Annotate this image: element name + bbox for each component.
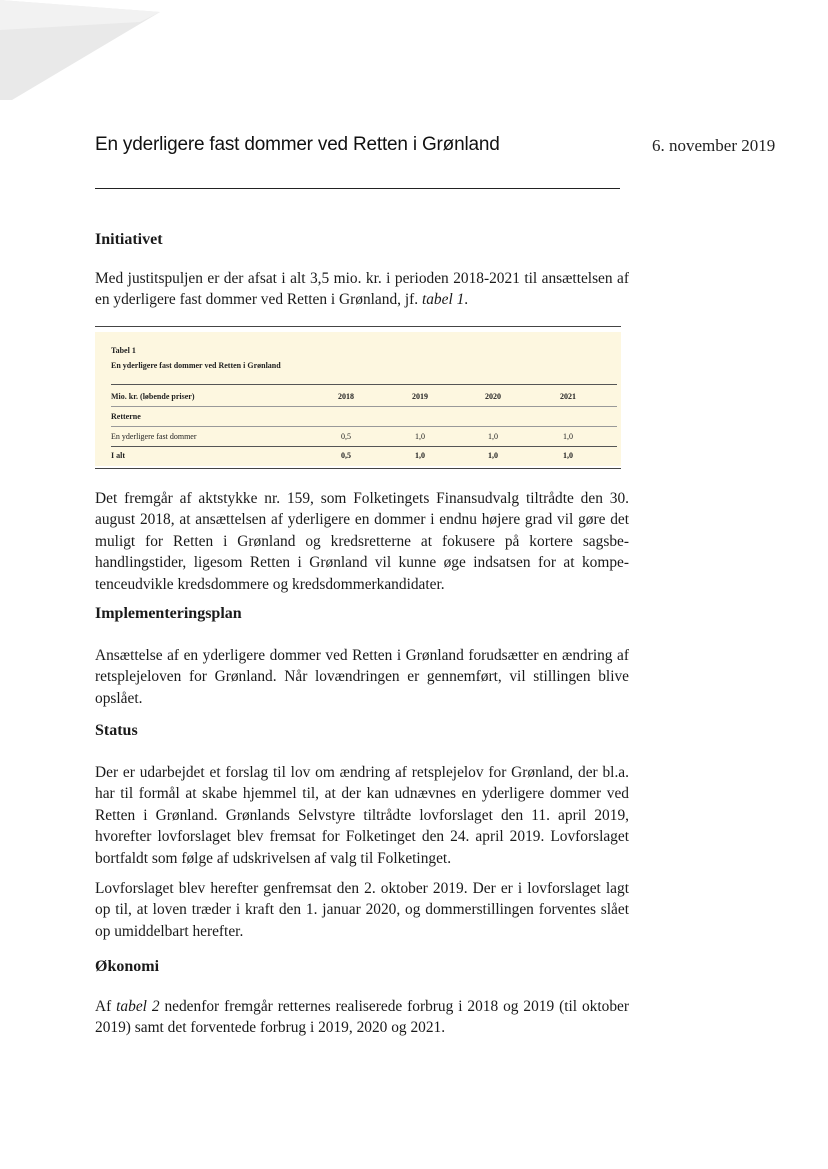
table-reference: tabel 1: [421, 291, 465, 309]
table-year-2020: 2020: [485, 392, 501, 401]
table-bottom-rule: [95, 468, 621, 469]
table-total-label: I alt: [111, 451, 125, 460]
table-rule: [111, 406, 617, 407]
paragraph-end: .: [464, 291, 469, 309]
heading-status: Status: [95, 722, 138, 739]
table-cell: 0,5: [341, 432, 351, 441]
table-reference: tabel 2: [116, 998, 160, 1015]
table-header-label: Mio. kr. (løbende priser): [111, 392, 195, 401]
table-year-2021: 2021: [560, 392, 576, 401]
document-title: En yderligere fast dommer ved Retten i Grønland: [95, 134, 500, 155]
heading-initiativet: Initiativet: [95, 231, 163, 248]
table-header-rule: [111, 384, 617, 385]
paragraph-implementering-1: Ansættelse af en yderligere dommer ved Retten i Grønland forudsætter en ændring af retsplejeloven for Grønland. Når lovændringen er gennemført, vil stillingen blive opslået.: [95, 647, 629, 707]
table-total-cell: 1,0: [563, 451, 573, 460]
table-total-rule: [111, 446, 617, 447]
title-divider: [95, 188, 620, 189]
table-rule: [111, 426, 617, 427]
table-top-rule: [95, 326, 621, 327]
table-label: Tabel 1: [111, 346, 136, 355]
table-total-cell: 1,0: [415, 451, 425, 460]
table-cell: 1,0: [563, 432, 573, 441]
table-cell: 1,0: [415, 432, 425, 441]
table-year-2019: 2019: [412, 392, 428, 401]
paragraph-status-2: Lovforslaget blev herefter genfremsat den 2. oktober 2019. Der er i lovforslaget lagt op til, at loven træder i kraft den 1. januar 2020, og dommerstillingen forventes slået op umiddelbart herefter.: [95, 880, 629, 940]
paragraph-initiativet-2: Det fremgår af aktstykke nr. 159, som Folketingets Finansudvalg tiltrådte den 30. august 2018, at ansættelsen af yderligere en dommer i endnu højere grad vil gøre det muligt for Retten i Grønland og kredsretterne at fokusere på kortere sagsbehandlingstider, ligesom Retten i Grønland vil kunne øge indsatsen for at kompetenceudvikle kredsdommere og kredsdommerkandidater.: [95, 490, 629, 593]
paragraph-initiativet-1: [95, 268, 629, 311]
heading-okonomi: Økonomi: [95, 958, 160, 975]
table-total-cell: 0,5: [341, 451, 351, 460]
document-date: 6. november 2019: [652, 136, 776, 155]
paragraph-status-1: Der er udarbejdet et forslag til lov om ændring af retsplejelov for Grønland, der bl.a. har til formål at skabe hjemmel til, at der kan udnævnes en yderligere dommer ved Retten i Grønland. Grønlands Selvstyre tiltrådte lovforslaget den 11. april 2019, hvorefter lovforslaget blev fremsat for Folketinget den 24. april 2019. Lovforslaget bortfaldt som følge af udskrivelsen af valg til Folketinget.: [95, 764, 629, 867]
table-subtitle: En yderligere fast dommer ved Retten i Grønland: [111, 361, 281, 370]
paragraph-text: nedenfor fremgår retternes realiserede forbrug i 2018 og 2019 (til oktober 2019) samt det forventede forbrug i 2019, 2020 og 2021.: [95, 998, 629, 1037]
table-cell: 1,0: [488, 432, 498, 441]
table-group-label: Retterne: [111, 412, 141, 421]
paragraph-text: Med justitspuljen er der afsat i alt 3,5 mio. kr. i perioden 2018-2021 til ansættelsen af en yderligere fast dommer ved Retten i Grønland, jf.: [95, 270, 629, 309]
paragraph-start: Af: [95, 998, 117, 1015]
paragraph-okonomi-1: [95, 996, 629, 1039]
table-1: [95, 326, 621, 470]
table-row-label: En yderligere fast dommer: [111, 432, 197, 441]
table-total-cell: 1,0: [488, 451, 498, 460]
table-year-2018: 2018: [338, 392, 354, 401]
page-corner-shading: [0, 0, 170, 110]
heading-implementeringsplan: Implementeringsplan: [95, 605, 242, 622]
